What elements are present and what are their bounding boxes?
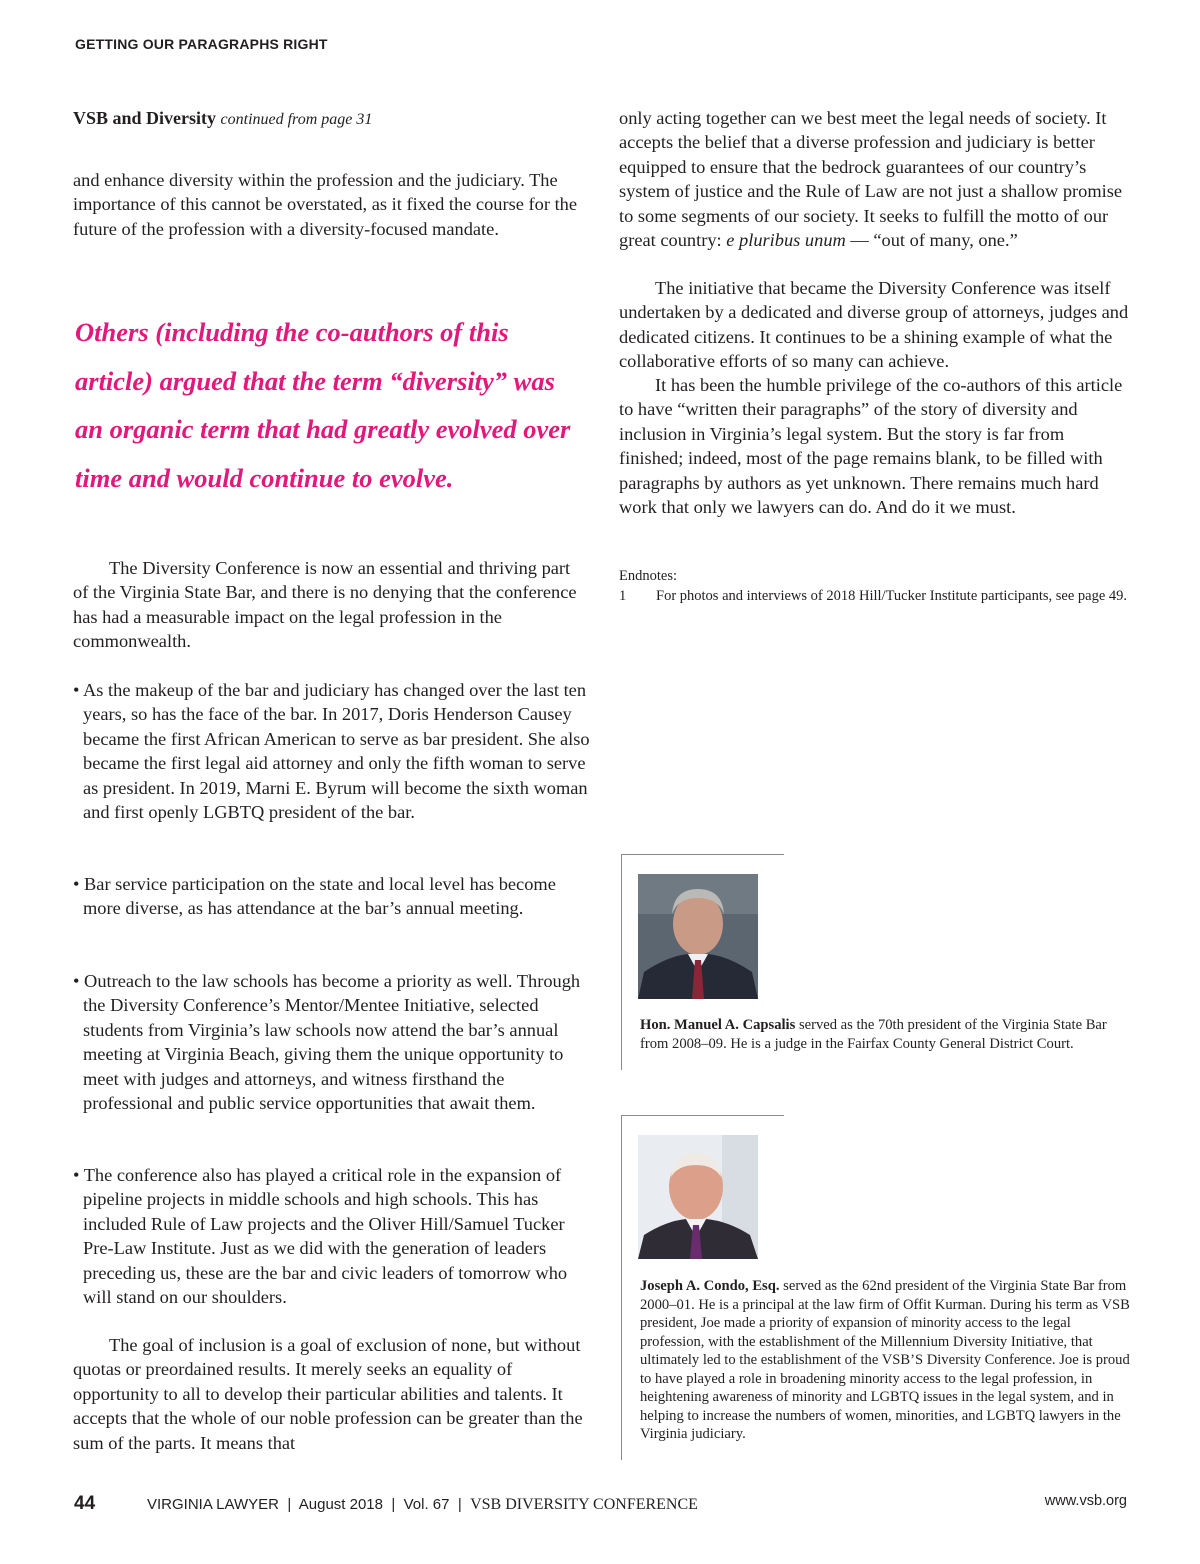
bullet-item: • As the makeup of the bar and judiciary has changed over the last ten years, so has the face of the bar. In 2017, Doris Henderson Causey became the first African American to serve as bar president. She also became the first legal aid attorney and only the fifth woman to serve as president. In 2019, Marni E. Byrum will become the sixth woman and first openly LGBTQ president of the bar.	[73, 680, 590, 823]
condo-photo	[638, 1135, 758, 1259]
bio-capsalis	[640, 1016, 1130, 1053]
running-head: GETTING OUR PARAGRAPHS RIGHT	[75, 36, 328, 52]
footer-section: VSB DIVERSITY CONFERENCE	[470, 1496, 698, 1513]
continued-kicker: VSB and Diversity	[73, 108, 217, 128]
footer-publication: VIRGINIA LAWYER	[147, 1496, 279, 1513]
right-paragraph-1	[619, 106, 1131, 252]
endnotes-label: Endnotes:	[619, 568, 677, 584]
conference-paragraph: The Diversity Conference is now an essential and thriving part of the Virginia State Bar, and there is no denying that the conference has had a measurable impact on the legal profession in the commonwealth.	[73, 558, 577, 652]
bio-box-rule	[621, 1115, 784, 1116]
bullet-item: • Bar service participation on the state and local level has become more diverse, as has attendance at the bar’s annual meeting.	[73, 874, 556, 919]
right-paragraph-3: It has been the humble privilege of the co-authors of this article to have “written their paragraphs” of the story of diversity and inclusion in Virginia’s legal system. But the story is far from finished; indeed, most of the page remains blank, to be filled with paragraphs by authors as yet unknown. There remains much hard work that only we lawyers can do. And do it we must.	[619, 375, 1123, 518]
motto-text: e pluribus unum	[726, 230, 846, 251]
paragraph-text: — “out of many, one.”	[845, 230, 1018, 251]
endnote-item	[619, 586, 1131, 606]
pull-quote: Others (including the co-authors of this article) argued that the term “diversity” was an organic term that had greatly evolved over time and would continue to evolve.	[75, 317, 571, 493]
endnote-number: 1	[619, 588, 627, 604]
footer-url[interactable]: www.vsb.org	[1044, 1493, 1127, 1509]
bio-box-rule	[621, 854, 622, 1070]
footer-publication-line	[147, 1496, 698, 1514]
lead-paragraph: and enhance diversity within the profession and the judiciary. The importance of this cannot be overstated, as it fixed the course for the future of the profession with a diversity-focused mandate.	[73, 170, 578, 239]
footer-volume: Vol. 67	[403, 1496, 450, 1513]
right-paragraph-2: The initiative that became the Diversity Conference was itself undertaken by a dedicated and diverse group of attorneys, judges and dedicated citizens. It continues to be a shining example of what the collaborative efforts of so many can achieve.	[619, 278, 1129, 372]
bio-text: served as the 62nd president of the Virginia State Bar from 2000–01. He is a principal at the law firm of Offit Kurman. During his term as VSB president, Joe made a priority of expansion of minority access to the legal profession, with the establishment of the Millennium Diversity Initiative, that ultimately led to the establishment of the VSB’S Diversity Conference. Joe is proud to have played a role in broadening minority access to the legal profession, in heightening awareness of minority and LGBTQ issues in the legal system, and in helping to increase the numbers of women, minorities, and LGBTQ lawyers in the Virginia judiciary.	[640, 1278, 1130, 1442]
paragraph-text: only acting together can we best meet the legal needs of society. It accepts the belief that a diverse profession and judiciary is better equipped to ensure that the bedrock guarantees of our country’s system of justice and the Rule of Law are not just a shallow promise to some segments of our society. It seeks to fulfill the motto of our great country:	[619, 108, 1123, 251]
bio-text: served as the 70th president of the Virginia State Bar from 2008–09. He is a judge in the Fairfax County General District Court.	[640, 1017, 1107, 1052]
footer-issue: August 2018	[298, 1496, 383, 1513]
bio-name: Hon. Manuel A. Capsalis	[640, 1017, 796, 1033]
continued-note: continued from page 31	[220, 111, 373, 128]
footer-separator: |	[457, 1496, 462, 1513]
bio-box-rule	[621, 1115, 622, 1460]
endnote-text: For photos and interviews of 2018 Hill/Tucker Institute participants, see page 49.	[656, 588, 1128, 604]
capsalis-photo	[638, 874, 758, 999]
bio-condo	[640, 1277, 1130, 1444]
goal-paragraph: The goal of inclusion is a goal of exclusion of none, but without quotas or preordained results. It merely seeks an equality of opportunity to all to develop their particular abilities and talents. It accepts that the whole of our noble profession can be greater than the sum of the parts. It means that	[73, 1335, 583, 1453]
bio-name: Joseph A. Condo, Esq.	[640, 1278, 780, 1294]
footer-separator: |	[287, 1496, 292, 1513]
footer-separator: |	[391, 1496, 396, 1513]
bullet-item: • Outreach to the law schools has become a priority as well. Through the Diversity Conference’s Mentor/Mentee Initiative, selected students from Virginia’s law schools now attend the bar’s annual meeting at Virginia Beach, giving them the unique opportunity to meet with judges and attorneys, and witness firsthand the professional and public service opportunities that await them.	[73, 971, 581, 1114]
page-number: 44	[74, 1493, 96, 1514]
bullet-item: • The conference also has played a critical role in the expansion of pipeline projects in middle schools and high schools. This has included Rule of Law projects and the Oliver Hill/Samuel Tucker Pre-Law Institute. Just as we did with the generation of leaders preceding us, these are the bar and civic leaders of tomorrow who will stand on our shoulders.	[73, 1165, 568, 1308]
bio-box-rule	[621, 854, 784, 855]
continued-line	[73, 106, 585, 132]
